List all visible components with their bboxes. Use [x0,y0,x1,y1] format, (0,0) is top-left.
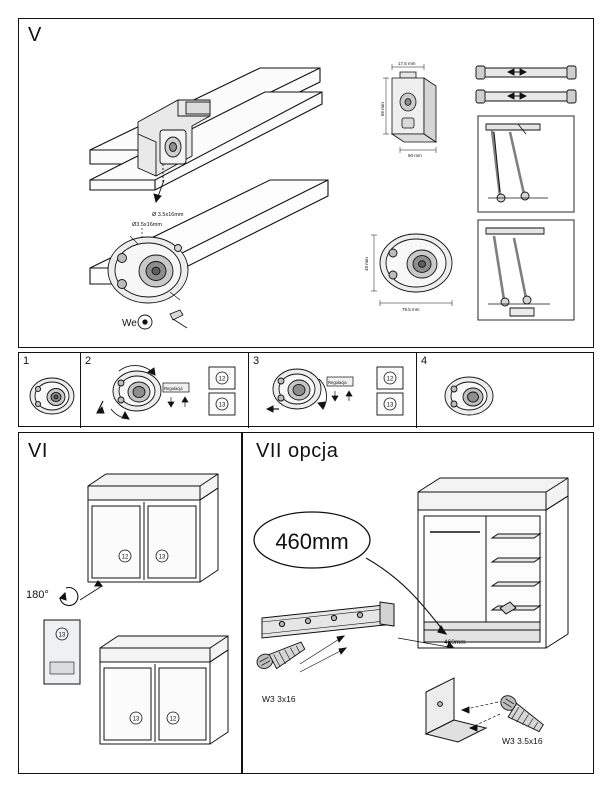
cabinet-bottom-tag-12: 12 [169,716,177,723]
hole-label-top: Ø 3.5x16mm [152,212,184,218]
section-v-main-illustration [60,30,390,350]
rail-dimension-label: 460mm [444,639,466,646]
we-label: We [122,318,137,329]
step-2-adjust-label: Regulacja [164,386,183,391]
section-vi-illustration [22,452,238,770]
lift-mechanism-illustrations [470,58,586,328]
bracket-dimension-drawing [378,60,468,160]
step-1 [19,353,81,428]
step-1-number: 1 [23,355,30,367]
step-2-tags [203,365,243,419]
callout-460mm: 460mm [275,529,349,554]
assembly-step-strip [18,352,594,427]
step-3-number: 3 [253,355,260,367]
step-2 [81,353,249,428]
cabinet-top-tag-12: 12 [121,554,129,561]
panel-tag-13: 13 [58,632,66,639]
svg-text:60 mm: 60 mm [408,153,422,158]
cabinet-top-tag-13: 13 [158,554,166,561]
step-1-illustration [25,367,79,425]
section-vii-label: VII opcja [256,440,339,462]
screw-label-left: W3 3x16 [262,694,296,704]
svg-text:79.5 mm: 79.5 mm [402,307,420,312]
cabinet-bottom-tag-13: 13 [132,716,140,723]
step-4-number: 4 [421,355,428,367]
section-vii-illustration [248,452,590,770]
section-v-label: V [28,24,42,46]
section-vi-label: VI [28,440,48,462]
step-2-illustration [89,363,199,425]
step-3-tag-12: 12 [386,376,394,383]
plate-dimension-drawing [360,225,470,315]
rotate-label: 180° [26,589,49,601]
step-3-tag-13: 13 [386,402,394,409]
step-3-tags [371,365,411,419]
svg-text:17.5 mm: 17.5 mm [398,61,416,66]
step-4-illustration [439,367,499,425]
step-2-number: 2 [85,355,92,367]
step-3 [249,353,417,428]
step-3-illustration [257,363,367,425]
step-2-tag-12: 12 [218,376,226,383]
screw-label-right: W3 3.5x16 [502,736,543,746]
svg-text:48 mm: 48 mm [364,257,369,271]
step-3-adjust-label: Regulacja [328,380,347,385]
hole-label-bottom: Ø3.5x16mm [132,222,162,228]
svg-text:66 mm: 66 mm [380,102,385,116]
step-4 [417,353,592,428]
step-2-tag-13: 13 [218,402,226,409]
